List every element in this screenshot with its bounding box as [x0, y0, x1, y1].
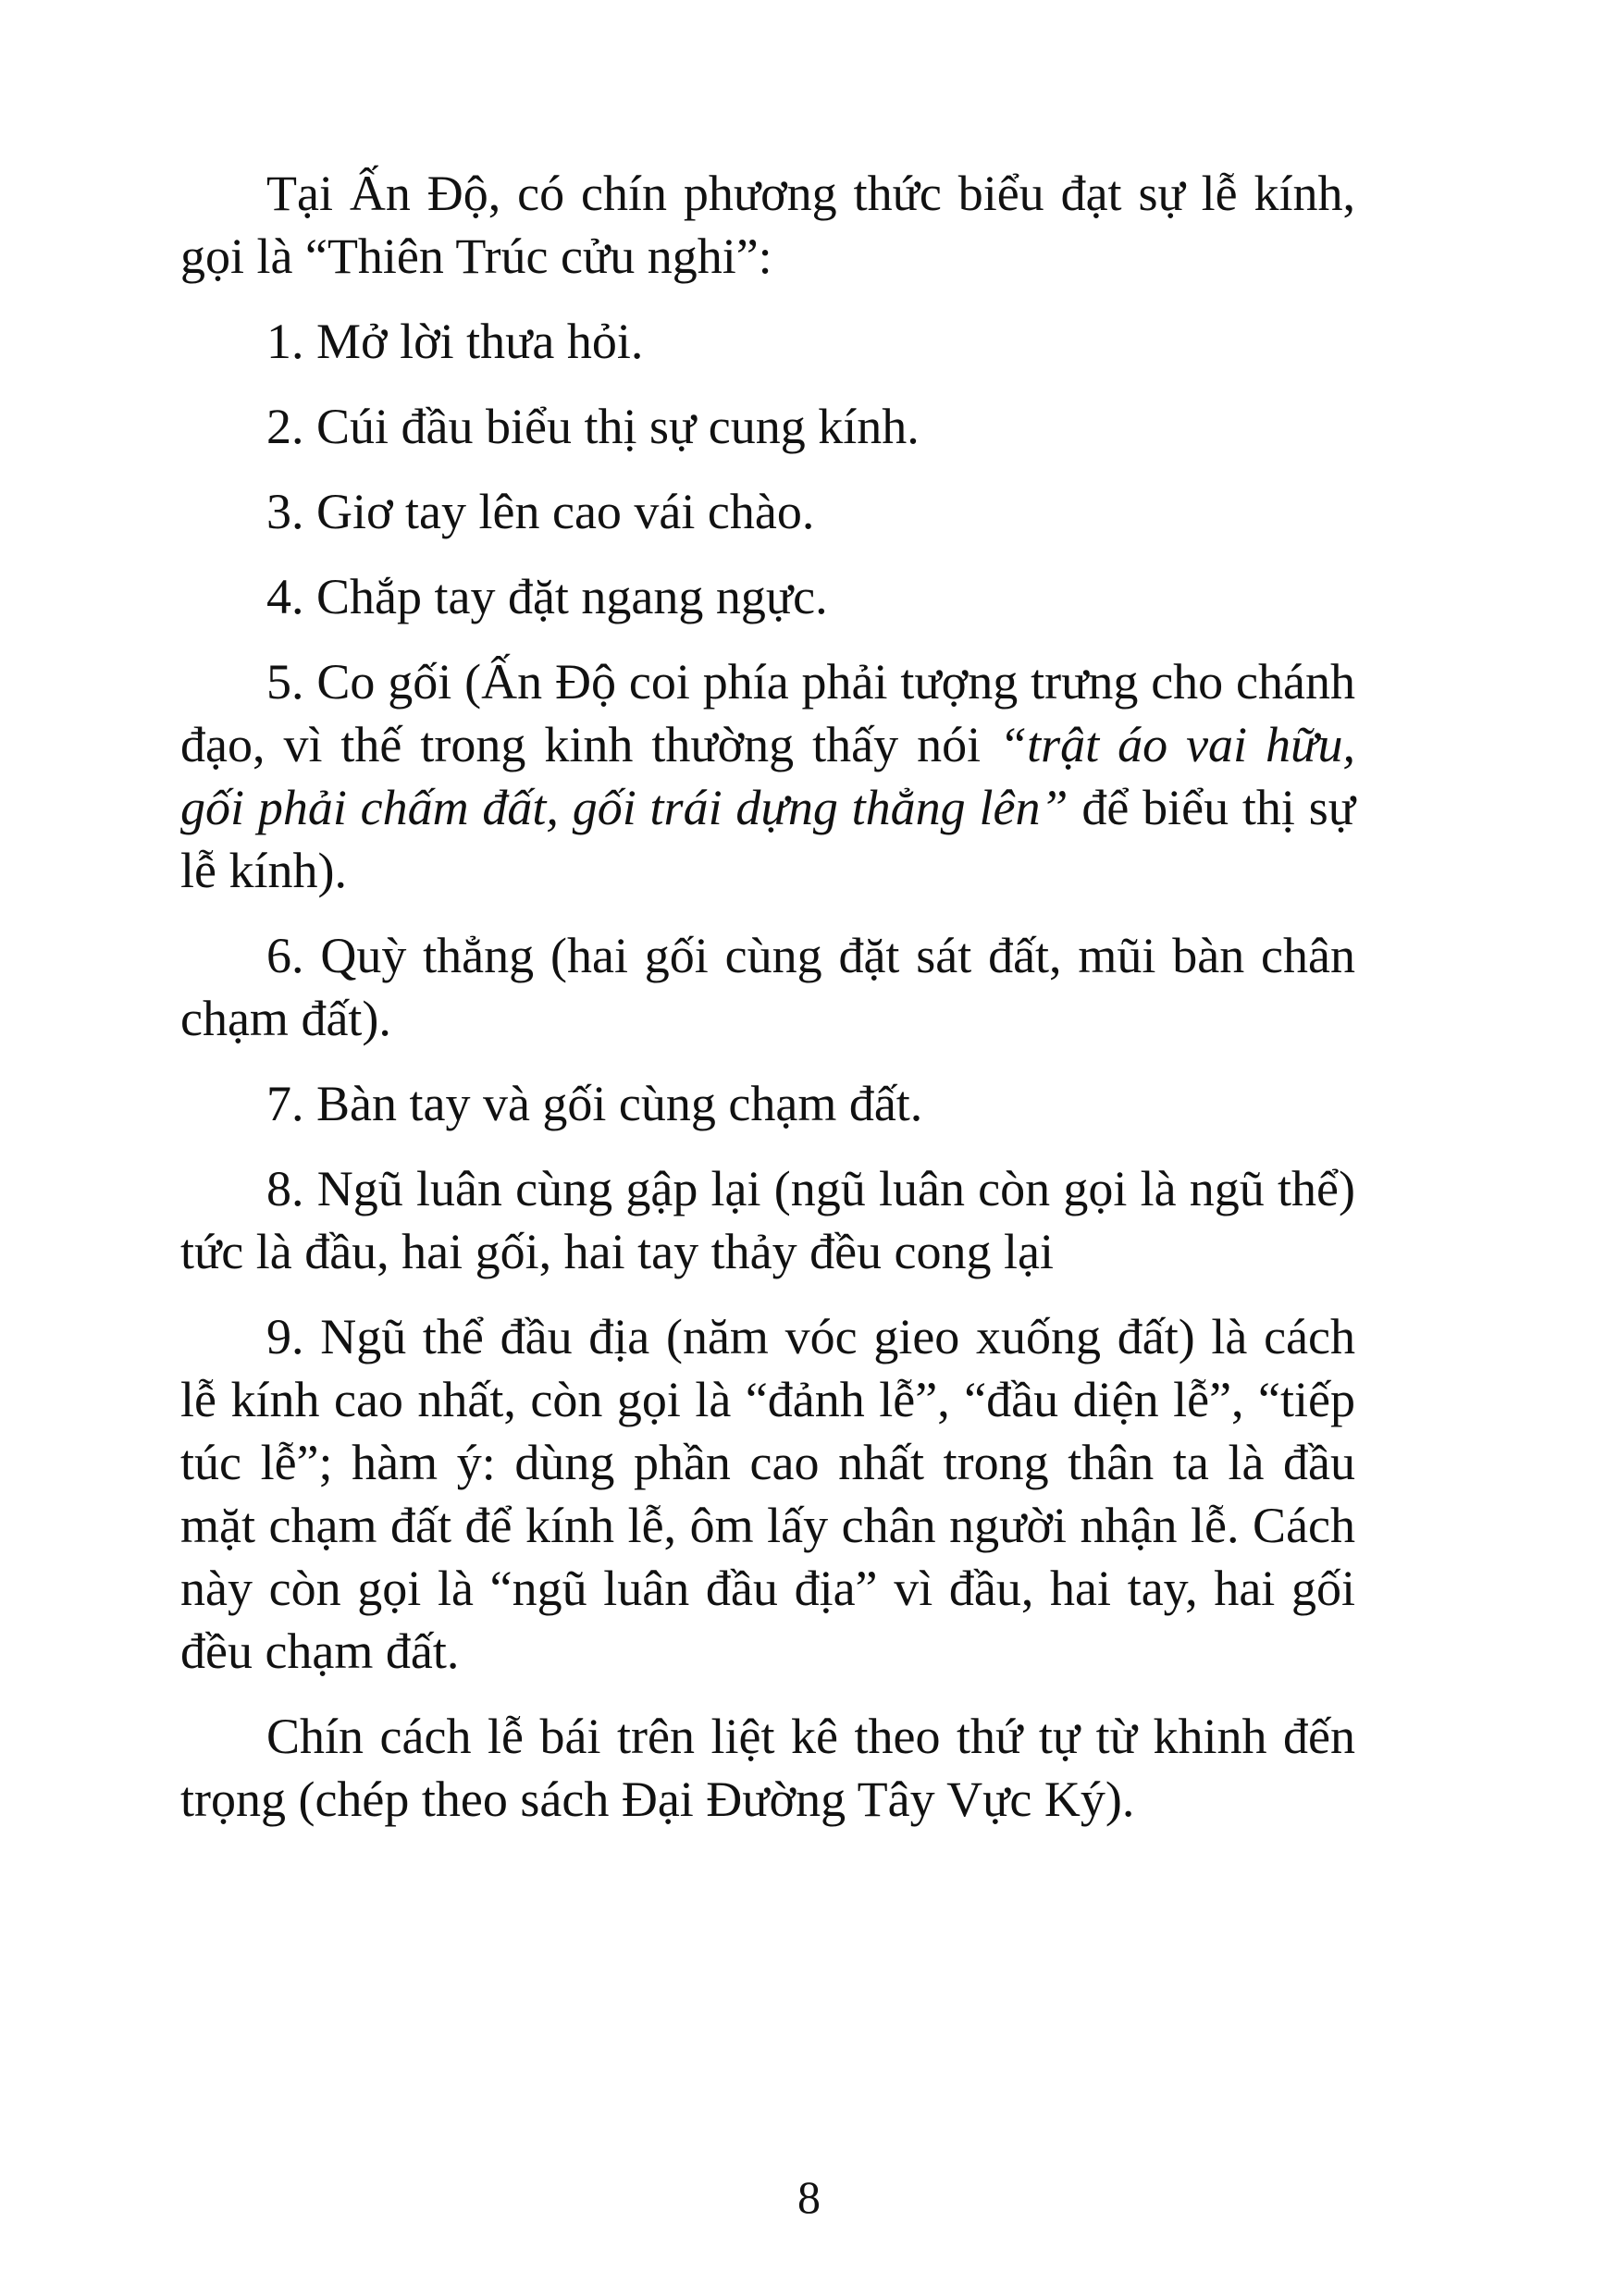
conclusion-paragraph: Chín cách lễ bái trên liệt kê theo thứ tự từ khinh đến trọng (chép theo sách Đại Đường Tây Vực Ký). — [180, 1709, 1355, 1827]
list-item-8: 8. Ngũ luân cùng gập lại (ngũ luân còn gọi là ngũ thể) tức là đầu, hai gối, hai tay thảy đều cong lại — [180, 1161, 1355, 1279]
list-item-5-tail: để biểu thị sự lễ kính). — [180, 780, 1355, 898]
list-item-3: 3. Giơ tay lên cao vái chào. — [266, 484, 815, 539]
list-item-2: 2. Cúi đầu biểu thị sự cung kính. — [266, 399, 920, 454]
list-item-5-text: 5. Co gối (Ấn Độ coi phía phải tượng trưng cho chánh đạo, vì thế trong kinh thường thấy nói — [180, 654, 1355, 772]
list-item-5 — [180, 650, 1355, 902]
list-item-9: 9. Ngũ thể đầu địa (năm vóc gieo xuống đất) là cách lễ kính cao nhất, còn gọi là “đảnh lễ”, “đầu diện lễ”, “tiếp túc lễ”; hàm ý: dùng phần cao nhất trong thân ta là đầu mặt chạm đất để kính lễ, ôm lấy chân người nhận lễ. Cách này còn gọi là “ngũ luân đầu địa” vì đầu, hai tay, hai gối đều chạm đất. — [180, 1309, 1355, 1679]
intro-paragraph: Tại Ấn Độ, có chín phương thức biểu đạt sự lễ kính, gọi là “Thiên Trúc cửu nghi”: — [180, 166, 1355, 284]
list-item-4: 4. Chắp tay đặt ngang ngực. — [266, 569, 828, 624]
list-item-6: 6. Quỳ thẳng (hai gối cùng đặt sát đất, mũi bàn chân chạm đất). — [180, 928, 1355, 1046]
page-number: 8 — [797, 2171, 821, 2223]
list-item-7: 7. Bàn tay và gối cùng chạm đất. — [266, 1076, 923, 1131]
page-body — [180, 162, 1355, 1853]
list-item-5-quote: “trật áo vai hữu, gối phải chấm đất, gối trái dựng thẳng lên” — [180, 717, 1355, 835]
list-item-1: 1. Mở lời thưa hỏi. — [266, 314, 644, 369]
